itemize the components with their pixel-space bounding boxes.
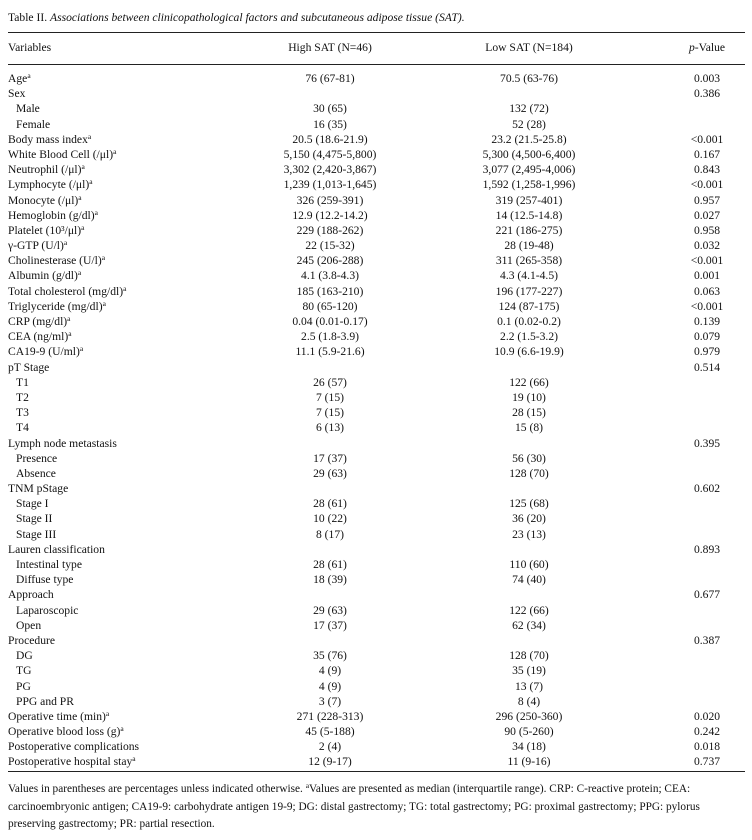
p-value: <0.001 — [690, 299, 724, 313]
top-rule — [8, 32, 745, 33]
p-value: 0.242 — [693, 725, 721, 739]
superscript-marker: a — [79, 344, 84, 354]
table-caption — [8, 11, 465, 24]
table-row — [0, 618, 752, 633]
superscript-marker: a — [87, 131, 92, 141]
p-value: 0.020 — [693, 709, 721, 723]
low-sat-value: 311 (265-358) — [495, 254, 563, 268]
low-sat-value: 14 (12.5-14.8) — [495, 208, 563, 222]
superscript-marker: a — [63, 238, 68, 248]
low-sat-value: 70.5 (63-76) — [500, 72, 558, 85]
superscript-marker: a — [94, 207, 98, 217]
variable-label: Female — [16, 117, 51, 131]
table-row — [0, 329, 752, 344]
superscript-marker: a — [81, 222, 85, 232]
high-sat-value: 28 (61) — [313, 497, 347, 511]
low-sat-value: 132 (72) — [509, 102, 549, 116]
table-row — [0, 253, 752, 268]
low-sat-value: 36 (20) — [512, 512, 546, 526]
low-sat-value: 128 (70) — [509, 466, 549, 480]
low-sat-value: 56 (30) — [512, 451, 546, 465]
high-sat-value: 3 (7) — [318, 694, 342, 708]
high-sat-value: 2 (4) — [318, 740, 342, 754]
header-p-value — [667, 41, 747, 54]
high-sat-value: 18 (39) — [313, 573, 347, 587]
variable-label: T2 — [16, 390, 29, 404]
table-row — [0, 284, 752, 299]
p-value: 0.395 — [693, 436, 721, 450]
table-title: Associations between clinicopathological factors and subcutaneous adipose tissue (SAT). — [50, 11, 465, 24]
p-value: <0.001 — [690, 132, 724, 146]
p-value: 0.737 — [693, 755, 721, 769]
high-sat-value: 229 (188-262) — [296, 223, 364, 237]
high-sat-value: 271 (228-313) — [296, 709, 364, 723]
variable-label: White Blood Cell $(/\mu l)^a$ — [8, 146, 117, 161]
variable-label: Triglyceride $(mg/dl)^a$ — [8, 298, 106, 313]
footnote-part2: Values are presented as median (interquartile range). CRP: C-reactive protein; CEA: carcinoembryonic antigen; CA19-9: carbohydrate antigen 19-9; DG: distal gastrectomy; TG: total gastrectomy; PG: proximal gastrectomy; PPG: pylorus preserving gastrectomy; PR: partial resection. — [8, 783, 700, 830]
variable-label: CEA $(ng/ml)^a$ — [8, 329, 72, 344]
p-value: 0.514 — [693, 360, 721, 374]
low-sat-value: 34 (18) — [512, 740, 546, 754]
variable-label: TNM pStage — [8, 482, 69, 496]
p-value: 0.032 — [693, 239, 721, 253]
variable-label: Neutrophil $(/\mu l)^a$ — [8, 162, 85, 177]
variable-label: Lymphocyte $(/\mu l)^a$ — [8, 177, 93, 192]
table-row — [0, 633, 752, 648]
superscript-marker: a — [132, 754, 136, 764]
high-sat-value: 6 (13) — [315, 421, 344, 435]
low-sat-value: 110 (60) — [509, 558, 549, 571]
high-sat-value: 11.1 (5.9-21.6) — [295, 345, 365, 359]
table-row — [0, 360, 752, 375]
superscript-marker: a — [102, 298, 106, 308]
variable-label: T1 — [16, 375, 29, 389]
high-sat-value: 7 (15) — [315, 390, 344, 404]
variable-label: Absence — [16, 466, 56, 480]
table-footnote — [8, 781, 746, 834]
table-row — [0, 466, 752, 481]
high-sat-value: 2.5 (1.8-3.9) — [301, 330, 359, 344]
variable-label: Lauren classification — [8, 542, 105, 556]
table-row — [0, 147, 752, 162]
low-sat-value: 28 (19-48) — [504, 239, 554, 253]
table-number: Table II. — [8, 11, 50, 24]
header-low-sat: Low SAT (N=184) — [485, 41, 573, 54]
table-row — [0, 754, 752, 769]
low-sat-value: 15 (8) — [514, 421, 543, 435]
variable-label: DG — [16, 649, 33, 663]
low-sat-value: 23 (13) — [512, 527, 546, 541]
table-row — [0, 86, 752, 101]
variable-label: Hemoglobin $(g/dl)^a$ — [8, 207, 98, 222]
footnote-superscript: a — [305, 781, 310, 790]
high-sat-value: 26 (57) — [313, 375, 347, 389]
high-sat-value: 5,150 (4,475-5,800) — [283, 147, 377, 161]
table-row — [0, 344, 752, 359]
low-sat-value: 196 (177-227) — [495, 284, 563, 298]
superscript-marker: a — [123, 283, 127, 293]
high-sat-value: 3,302 (2,420-3,867) — [283, 163, 377, 177]
variable-label: Laparoscopic — [16, 603, 79, 617]
low-sat-value: 4.3 (4.1-4.5) — [500, 269, 558, 283]
high-sat-value: 4.1 (3.8-4.3) — [301, 269, 359, 283]
table-row — [0, 451, 752, 466]
superscript-marker: a — [67, 314, 71, 323]
variable-label: pT Stage — [8, 360, 50, 374]
high-sat-value: 4 (9) — [318, 664, 342, 678]
p-value: 0.893 — [693, 542, 721, 556]
low-sat-value: 90 (5-260) — [504, 725, 554, 739]
p-value: 0.018 — [693, 740, 721, 754]
high-sat-value: 12 (9-17) — [308, 755, 352, 769]
variable-label: Stage I — [16, 497, 49, 511]
low-sat-value: 319 (257-401) — [495, 193, 563, 207]
variable-label: CRP $(mg/dl)^a$ — [8, 314, 71, 328]
table-row — [0, 648, 752, 663]
variable-label: Intestinal type — [16, 558, 83, 571]
p-value: 0.677 — [693, 588, 721, 602]
low-sat-value: 0.1 (0.02-0.2) — [497, 315, 561, 328]
low-sat-value: 122 (66) — [509, 375, 549, 389]
variable-label: Platelet $(10^3/\mu l)^a$ — [8, 222, 85, 237]
header-variables: Variables — [8, 41, 52, 54]
high-sat-value: 0.04 (0.01-0.17) — [292, 315, 368, 328]
table-row — [0, 481, 752, 496]
table-row — [0, 268, 752, 283]
superscript-marker: a — [77, 268, 82, 278]
table-row — [0, 436, 752, 451]
low-sat-value: 1,592 (1,258-1,996) — [482, 178, 576, 192]
superscript-marker: a — [81, 162, 85, 172]
table-row — [0, 162, 752, 177]
high-sat-value: 20.5 (18.6-21.9) — [292, 132, 368, 146]
bottom-rule — [8, 771, 745, 772]
variable-label: Procedure — [8, 633, 55, 647]
variable-label: Sex — [8, 87, 26, 101]
table-row — [0, 117, 752, 132]
high-sat-value: 4 (9) — [318, 679, 342, 693]
table-row — [0, 71, 752, 86]
table-row — [0, 663, 752, 678]
table-row — [0, 587, 752, 602]
table-row — [0, 314, 752, 329]
high-sat-value: 8 (17) — [315, 527, 344, 541]
table-row — [0, 208, 752, 223]
variable-label: CA19-9 $(U/ml)^a$ — [8, 344, 84, 359]
low-sat-value: 221 (186-275) — [495, 223, 563, 237]
table-row — [0, 542, 752, 557]
high-sat-value: 17 (37) — [313, 618, 347, 632]
high-sat-value: 80 (65-120) — [302, 299, 358, 313]
table-row — [0, 557, 752, 572]
table-row — [0, 694, 752, 709]
high-sat-value: 22 (15-32) — [305, 239, 355, 253]
low-sat-value: 8 (4) — [517, 694, 541, 708]
header-high-sat: High SAT (N=46) — [288, 41, 372, 54]
p-value: 0.957 — [693, 193, 721, 207]
high-sat-value: 29 (63) — [313, 603, 347, 617]
low-sat-value: 3,077 (2,495-4,006) — [482, 163, 576, 177]
high-sat-value: 76 (67-81) — [305, 72, 355, 85]
variable-label: Body mass index$^a$ — [8, 131, 92, 146]
p-value: <0.001 — [690, 178, 724, 192]
p-value: 0.027 — [693, 208, 721, 222]
low-sat-value: 23.2 (21.5-25.8) — [491, 132, 567, 146]
table-row — [0, 739, 752, 754]
high-sat-value: 1,239 (1,013-1,645) — [283, 178, 377, 192]
high-sat-value: 10 (22) — [313, 512, 347, 526]
high-sat-value: 35 (76) — [313, 649, 347, 663]
p-value: 0.602 — [693, 482, 721, 496]
variable-label: γ-GTP $(U/l)^a$ — [8, 238, 68, 253]
table-row — [0, 223, 752, 238]
p-value: 0.843 — [693, 163, 721, 177]
variable-label: Diffuse type — [16, 573, 74, 587]
table-row — [0, 511, 752, 526]
superscript-marker: a — [105, 708, 110, 718]
variable-label: Operative time $(\min)^a$ — [8, 708, 110, 723]
high-sat-value: 29 (63) — [313, 466, 347, 480]
variable-label: PPG and PR — [16, 694, 74, 708]
table-row — [0, 177, 752, 192]
variable-label: T3 — [16, 406, 29, 420]
p-value: 0.386 — [693, 87, 721, 101]
table-row — [0, 572, 752, 587]
variable-label: Presence — [16, 451, 58, 465]
low-sat-value: 74 (40) — [512, 573, 546, 587]
variable-label: Cholinesterase $(U/l)^a$ — [8, 253, 106, 268]
table-row — [0, 420, 752, 435]
low-sat-value: 52 (28) — [512, 117, 546, 131]
low-sat-value: 10.9 (6.6-19.9) — [494, 345, 564, 359]
variable-label: Lymph node metastasis — [8, 436, 117, 450]
superscript-marker: a — [120, 724, 124, 734]
table-row — [0, 238, 752, 253]
variable-label: Postoperative complications — [8, 740, 140, 754]
variable-label: Monocyte $(/\mu l)^a$ — [8, 192, 82, 207]
low-sat-value: 125 (68) — [509, 497, 549, 511]
p-value: 0.139 — [693, 315, 721, 328]
high-sat-value: 45 (5-188) — [305, 725, 355, 739]
p-value: <0.001 — [690, 254, 724, 268]
high-sat-value: 326 (259-391) — [296, 193, 364, 207]
table-row — [0, 679, 752, 694]
p-value: 0.167 — [693, 147, 721, 161]
table-row — [0, 390, 752, 405]
high-sat-value: 28 (61) — [313, 558, 347, 571]
variable-label: Open — [16, 618, 42, 632]
p-value: 0.979 — [693, 345, 721, 359]
table-row — [0, 101, 752, 116]
low-sat-value: 11 (9-16) — [507, 755, 551, 769]
header-rule — [8, 64, 745, 65]
superscript-marker: a — [78, 192, 82, 202]
variable-label: Postoperative hospital stay$^a$ — [8, 754, 136, 769]
p-value: 0.079 — [693, 330, 721, 344]
superscript-marker: a — [89, 177, 93, 187]
variable-label: Total cholesterol $(mg/dl)^a$ — [8, 283, 127, 298]
variable-label: T4 — [16, 421, 29, 435]
variable-label: PG — [16, 679, 31, 693]
low-sat-value: 124 (87-175) — [498, 299, 560, 313]
low-sat-value: 35 (19) — [512, 664, 546, 678]
high-sat-value: 16 (35) — [313, 117, 347, 131]
high-sat-value: 185 (163-210) — [296, 284, 364, 298]
variable-label: Operative blood loss $(g)^a$ — [8, 724, 124, 739]
high-sat-value: 7 (15) — [315, 406, 344, 420]
superscript-marker: a — [101, 253, 106, 263]
table-row — [0, 724, 752, 739]
low-sat-value: 5,300 (4,500-6,400) — [482, 147, 576, 161]
variable-label: Stage III — [16, 527, 57, 541]
variable-label: Albumin $(g/dl)^a$ — [8, 268, 82, 283]
table-row — [0, 299, 752, 314]
high-sat-value: 12.9 (12.2-14.2) — [292, 208, 368, 222]
low-sat-value: 296 (250-360) — [495, 709, 563, 723]
low-sat-value: 128 (70) — [509, 649, 549, 663]
table-row — [0, 709, 752, 724]
low-sat-value: 62 (34) — [512, 618, 546, 632]
footnote-part1: Values in parentheses are percentages unless indicated otherwise. — [8, 783, 306, 795]
high-sat-value: 17 (37) — [313, 451, 347, 465]
table-row — [0, 193, 752, 208]
header-p-letter: p — [688, 41, 695, 54]
p-value: 0.003 — [693, 72, 721, 85]
header-p-suffix: -Value — [694, 41, 726, 54]
superscript-marker: a — [68, 329, 72, 339]
low-sat-value: 19 (10) — [512, 390, 546, 404]
superscript-marker: a — [113, 146, 117, 156]
variable-label: TG — [16, 664, 32, 678]
high-sat-value: 30 (65) — [313, 102, 347, 116]
table-row — [0, 375, 752, 390]
low-sat-value: 2.2 (1.5-3.2) — [500, 330, 558, 344]
variable-label: Male — [16, 102, 40, 116]
low-sat-value: 28 (15) — [512, 406, 546, 420]
low-sat-value: 122 (66) — [509, 603, 549, 617]
low-sat-value: 13 (7) — [514, 679, 543, 693]
superscript-marker: a — [27, 71, 31, 80]
table-row — [0, 527, 752, 542]
table-row — [0, 132, 752, 147]
variable-label: Approach — [8, 588, 54, 602]
high-sat-value: 245 (206-288) — [296, 254, 364, 268]
p-value: 0.063 — [693, 284, 721, 298]
table-row — [0, 405, 752, 420]
variable-label: Stage II — [16, 512, 53, 526]
p-value: 0.958 — [693, 223, 721, 237]
table-row — [0, 496, 752, 511]
p-value: 0.387 — [693, 633, 721, 647]
variable-label: Age$^a$ — [8, 71, 31, 85]
p-value: 0.001 — [693, 269, 721, 283]
table-row — [0, 603, 752, 618]
table-body — [0, 71, 752, 770]
